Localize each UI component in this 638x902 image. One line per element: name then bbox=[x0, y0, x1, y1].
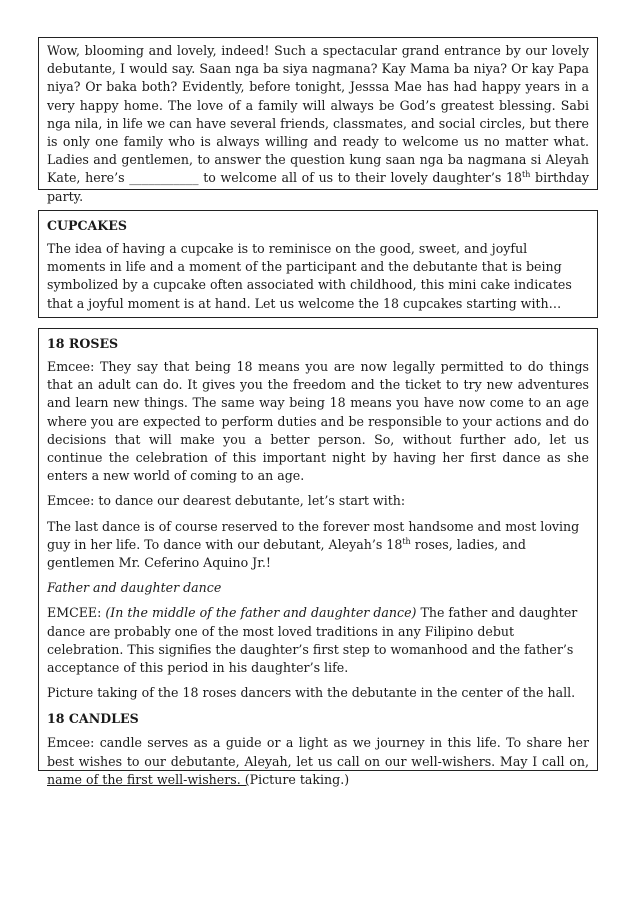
intro-box bbox=[38, 37, 598, 204]
roses-paragraph-5 bbox=[47, 604, 589, 677]
roses-p3-text-end: roses, ladies, and gentlemen Mr. Ceferino Aquino Jr.! bbox=[47, 536, 526, 571]
roses-p3-superscript: th bbox=[402, 536, 411, 546]
cupcakes-paragraph: The idea of having a cupcake is to reminisce on the good, sweet, and joyful moments in life and a moment of the participant and the debutante that is being symbolized by a cupcake often associated with childhood, this mini cake indicates that a joyful moment is at hand. Let us welcome the 18 cupcakes starting with… bbox=[47, 241, 572, 311]
roses-candles-box bbox=[38, 328, 598, 787]
candles-underlined-text: name of the first well-wishers. ( bbox=[47, 771, 250, 787]
roses-paragraph-3 bbox=[47, 518, 589, 573]
intro-superscript: th bbox=[521, 170, 531, 180]
cupcakes-box bbox=[38, 210, 598, 318]
roses-heading: 18 ROSES bbox=[47, 336, 119, 351]
candles-text: Emcee: candle serves as a guide or a light as we journey in this life. To share her best wishes to our debutante, Aleyah, let us call on our well-wishers. May I call on, bbox=[47, 735, 589, 769]
candles-heading: 18 CANDLES bbox=[47, 711, 139, 727]
roses-paragraph-4: Father and daughter dance bbox=[47, 580, 222, 596]
roses-paragraph-1: Emcee: They say that being 18 means you are now legally permitted to do things that an adult can do. It gives you the freedom and the ticket to try new adventures and learn new things. The same way being 18 means you have now come to an age where you are expected to perform duties and be responsible to your actions and do decisions that will make you a better person. So, without further ado, let us continue the celebration of this important night by having her first dance as she enters a new world of coming to an age. bbox=[47, 359, 589, 484]
candles-text-end: Picture taking.) bbox=[249, 771, 350, 787]
roses-p3-text: The last dance is of course reserved to the forever most handsome and most loving guy in her life. To dance with our debutant, Aleyah’s 18 bbox=[47, 518, 580, 552]
roses-p5-lead: EMCEE: bbox=[47, 605, 106, 621]
roses-paragraph-6: Picture taking of the 18 roses dancers with the debutante in the center of the hall. bbox=[47, 685, 576, 701]
intro-text-end: birthday party. bbox=[47, 170, 589, 204]
intro-text: Wow, blooming and lovely, indeed! Such a spectacular grand entrance by our lovely debutante, I would say. Saan nga ba siya nagmana? Kay Mama ba niya? Or kay Papa niya? Or baka both? Evidently, before tonight, Jesssa Mae has had happy years in a very happy home. The love of a family will always be God’s greatest blessing. Sabi nga nila, in life we can have several friends, classmates, and social circles, but there is only one family who is always willing and ready to welcome us no matter what. Ladies and gentlemen, to answer the question kung saan nga ba nagmana si Aleyah Kate, here’s ___________ to welcome all of us to their lovely daughter’s 18 bbox=[47, 43, 589, 186]
candles-paragraph bbox=[47, 734, 589, 789]
roses-p5-rest: The father and daughter dance are probably one of the most loved traditions in any Filipino debut celebration. This signifies the daughter’s first step to womanhood and the father’s acceptance of this period in his daughter’s life. bbox=[47, 605, 578, 676]
cupcakes-heading: CUPCAKES bbox=[47, 218, 127, 233]
intro-paragraph bbox=[47, 42, 589, 206]
roses-paragraph-2: Emcee: to dance our dearest debutante, let’s start with: bbox=[47, 493, 406, 509]
roses-p5-italic: (In the middle of the father and daughter dance) bbox=[105, 605, 417, 621]
